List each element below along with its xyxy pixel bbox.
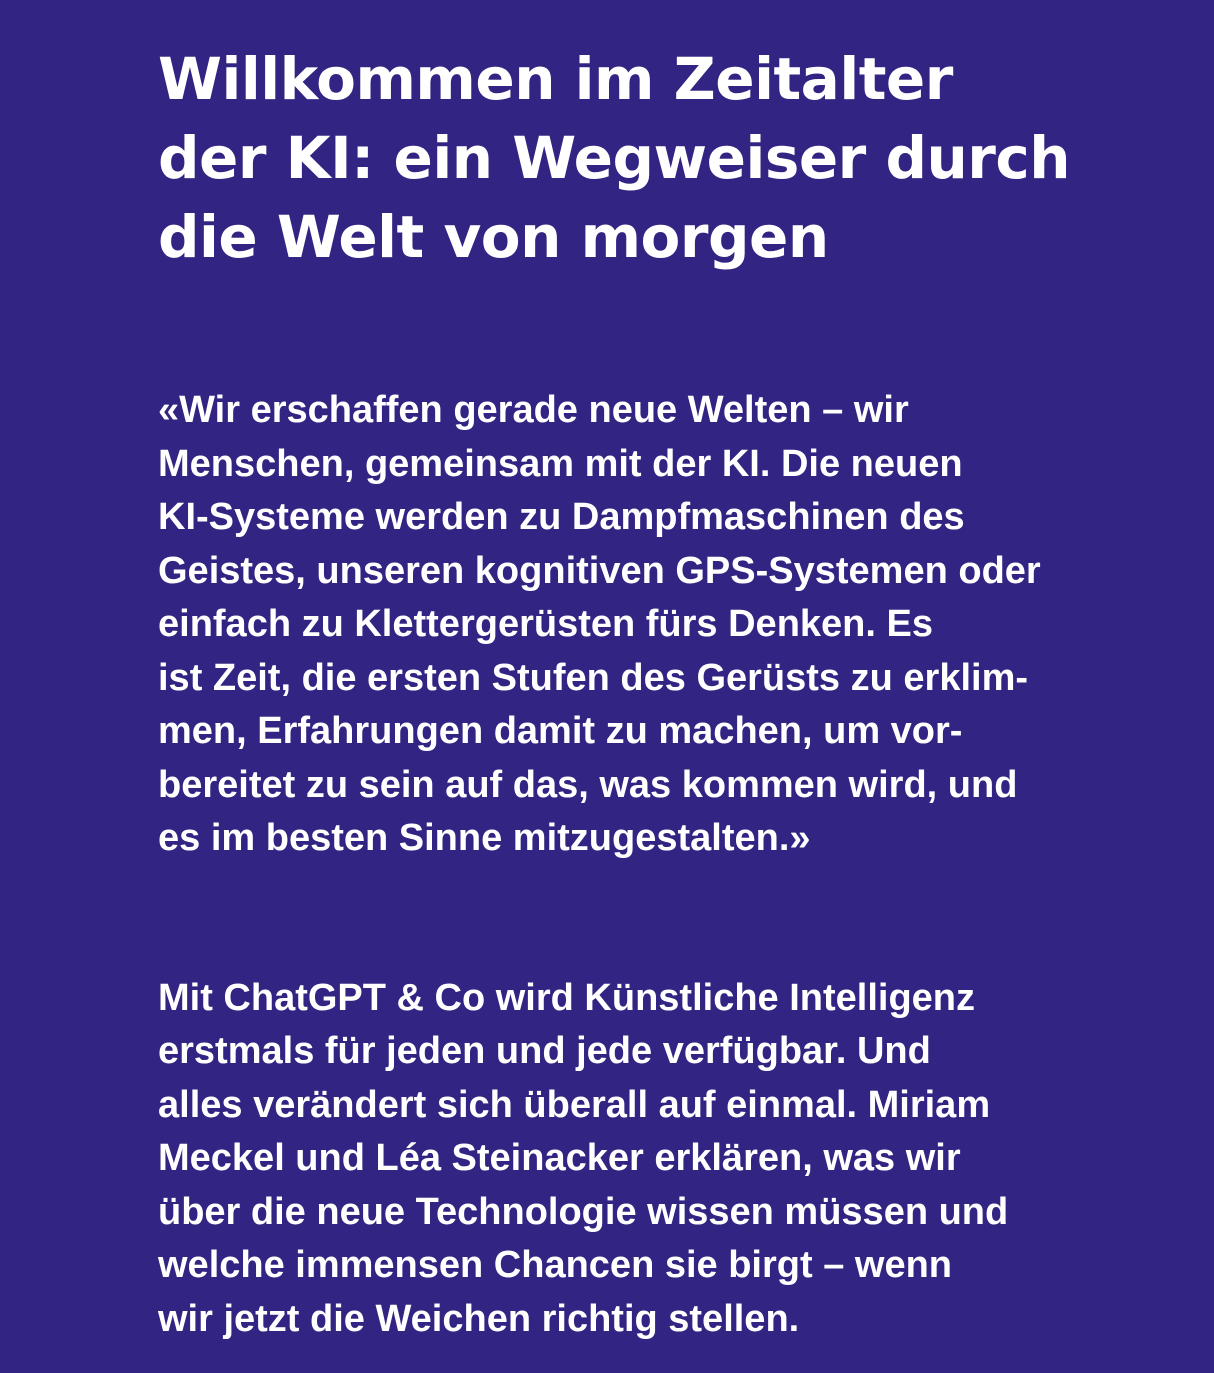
- quote-line: einfach zu Klettergerüsten fürs Denken. Es: [158, 603, 933, 645]
- quote-line: «Wir erschaffen gerade neue Welten – wir: [158, 389, 909, 431]
- title-line: der KI: ein Wegweiser durch: [158, 124, 1071, 192]
- description-line: über die neue Technologie wissen müssen und: [158, 1190, 1009, 1233]
- quote-line: Geistes, unseren kognitiven GPS-Systemen oder: [158, 549, 1041, 592]
- quote-line: men, Erfahrungen damit zu machen, um vor-: [158, 710, 963, 752]
- description-line: alles verändert sich überall auf einmal. Miriam: [158, 1083, 991, 1126]
- description-line: Mit ChatGPT & Co wird Künstliche Intelligenz: [158, 976, 976, 1019]
- description-paragraph: [158, 972, 1098, 1347]
- quote-line: es im besten Sinne mitzugestalten.»: [158, 817, 811, 859]
- book-blurb-page: [158, 40, 1098, 1346]
- title-line: die Welt von morgen: [158, 203, 829, 271]
- page-title: [158, 40, 1098, 277]
- quote-line: KI-Systeme werden zu Dampfmaschinen des: [158, 496, 965, 538]
- quote-line: bereitet zu sein auf das, was kommen wird, und: [158, 763, 1018, 806]
- description-line: wir jetzt die Weichen richtig stellen.: [158, 1297, 800, 1340]
- description-line: welche immensen Chancen sie birgt – wenn: [158, 1244, 953, 1286]
- quote-paragraph: [158, 384, 1098, 866]
- quote-line: ist Zeit, die ersten Stufen des Gerüsts zu erklim-: [158, 656, 1029, 699]
- quote-line: Menschen, gemeinsam mit der KI. Die neuen: [158, 442, 963, 485]
- description-line: Meckel und Léa Steinacker erklären, was wir: [158, 1137, 961, 1179]
- description-line: erstmals für jeden und jede verfügbar. Und: [158, 1030, 931, 1072]
- title-line: Willkommen im Zeitalter: [158, 45, 953, 113]
